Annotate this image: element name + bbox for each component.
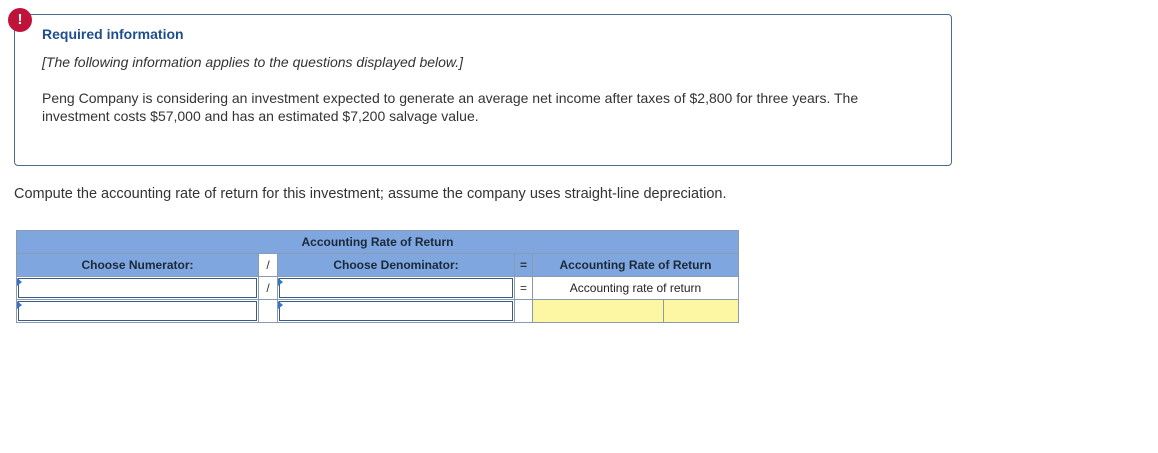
equals-symbol: = — [515, 277, 533, 300]
question-text: Compute the accounting rate of return for this investment; assume the company uses straight-line depreciation. — [14, 186, 727, 202]
numerator-value-field[interactable] — [18, 301, 257, 321]
numerator-label-dropdown[interactable] — [17, 277, 259, 300]
denominator-value-input[interactable] — [278, 300, 515, 323]
table-title: Accounting Rate of Return — [17, 231, 739, 254]
denominator-header: Choose Denominator: — [278, 254, 515, 277]
equals-symbol-header: = — [515, 254, 533, 277]
numerator-value-input[interactable] — [17, 300, 259, 323]
dropdown-marker-icon — [278, 278, 283, 286]
result-unit-input[interactable] — [664, 300, 739, 323]
input-marker-icon — [278, 301, 283, 309]
numerator-header: Choose Numerator: — [17, 254, 259, 277]
accounting-rate-of-return-table — [16, 230, 739, 323]
info-title: Required information — [42, 26, 184, 42]
divide-symbol-header: / — [259, 254, 278, 277]
info-body: Peng Company is considering an investment expected to generate an average net income after taxes of $2,800 for three years. The investment costs $57,000 and has an estimated $7,200 salvage value. — [42, 90, 859, 124]
denominator-value-field[interactable] — [279, 301, 513, 321]
denominator-label-field[interactable] — [279, 278, 513, 298]
divide-symbol: / — [259, 277, 278, 300]
alert-icon: ! — [8, 8, 32, 32]
dropdown-marker-icon — [17, 278, 22, 286]
result-value-input[interactable] — [533, 300, 664, 323]
numerator-label-field[interactable] — [18, 278, 257, 298]
input-marker-icon — [17, 301, 22, 309]
result-header: Accounting Rate of Return — [533, 254, 739, 277]
denominator-label-dropdown[interactable] — [278, 277, 515, 300]
equals-spacer — [515, 300, 533, 323]
info-subtitle: [The following information applies to the questions displayed below.] — [42, 54, 464, 70]
divide-spacer — [259, 300, 278, 323]
result-label: Accounting rate of return — [533, 277, 739, 300]
